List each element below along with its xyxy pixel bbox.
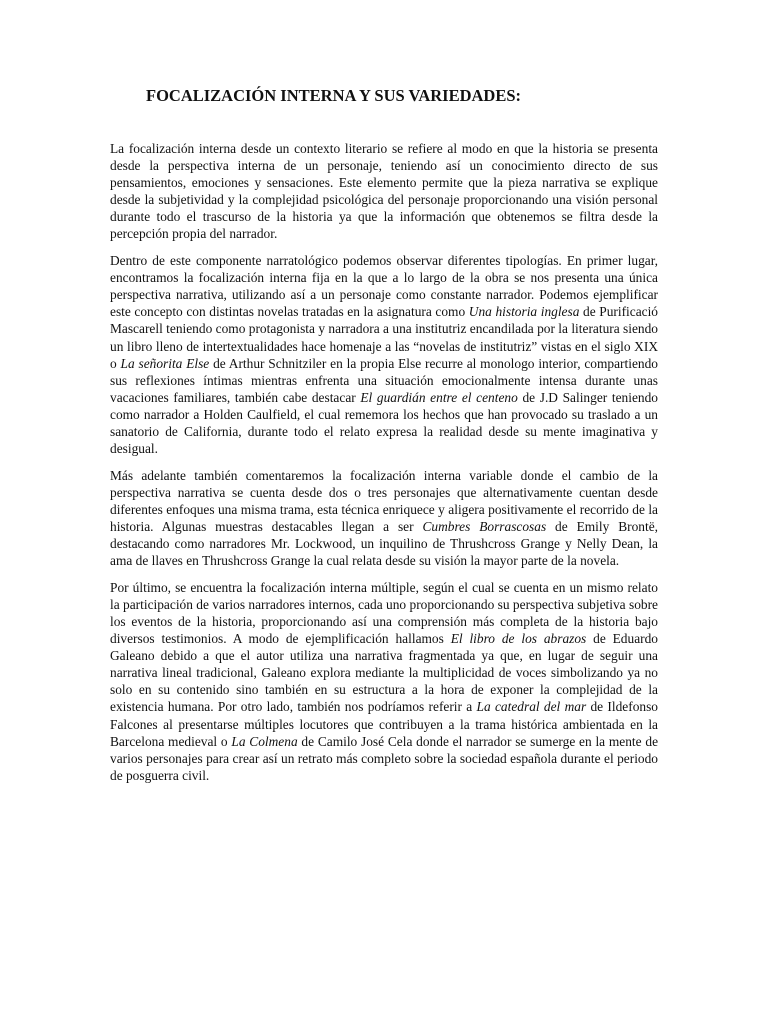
book-title-italic: Una historia inglesa bbox=[468, 304, 580, 320]
text-run: de Arthur Schnitziler en la propia Else recurre al monologo interior, compartiendo sus reflexiones íntimas mientras enfrenta una situación emocionalmente intensa durante unas vacaciones familiares, también cabe destacar bbox=[110, 355, 658, 405]
book-title-italic: El libro de los abrazos bbox=[450, 631, 587, 647]
text-run: Más adelante también comentaremos la focalización interna variable donde el cambio de la perspectiva narrativa se cuenta desde dos o tres personajes que alternativamente cuentan desde diferentes enfoques una misma trama, esta técnica enriquece y aligera positivamente el recorrido de la historia. Algunas muestras destacables llegan a ser bbox=[110, 467, 658, 534]
text-run: de Emily Brontë, destacando como narradores Mr. Lockwood, un inquilino de Thrushcross Grange y Nelly Dean, la ama de llaves en Thrushcross Grange la cual relata desde su visión la mayor parte de la novela. bbox=[110, 518, 658, 569]
text-run: de Camilo José Cela donde el narrador se sumerge en la mente de varios personajes para crear así un retrato más completo sobre la sociedad española durante el periodo de posguerra civil. bbox=[110, 733, 659, 783]
book-title-italic: La Colmena bbox=[231, 733, 298, 749]
paragraph-intro bbox=[110, 140, 658, 242]
paragraph-focalizacion-multiple bbox=[110, 579, 658, 784]
text-run: de Eduardo Galeano debido a que el autor utiliza una narrativa fragmentada ya que, en lugar de seguir una narrativa lineal tradicional, Galeano explora mediante la multiplicidad de voces simbolizando ya no solo en su contenido sino también en su estructura a la hora de exponer la complejidad de la existencia humana. Por otro lado, también nos podríamos referir a bbox=[110, 631, 658, 715]
text-run: de J.D Salinger teniendo como narrador a Holden Caulfield, el cual rememora los hechos que han provocado su traslado a un sanatorio de California, durante todo el relato expresa la realidad desde su mente imaginativa y desigual. bbox=[110, 389, 658, 456]
book-title-italic: La catedral del mar bbox=[476, 699, 587, 715]
text-run: de Ildefonso Falcones al presentarse múltiples locutores que contribuyen a la trama histórica ambientada en la Barcelona medieval o bbox=[110, 699, 658, 749]
text-run: La focalización interna desde un contexto literario se refiere al modo en que la historia se presenta desde la perspectiva interna de un personaje, teniendo así un conocimiento directo de sus pensamientos, emociones y sensaciones. Este elemento permite que la pieza narrativa se explique desde la subjetividad y la complejidad psicológica del personaje proporcionando una visión personal durante todo el trascurso de la historia ya que la información que obtenemos se filtra desde la percepción propia del narrador. bbox=[110, 141, 658, 242]
text-run: Por último, se encuentra la focalización interna múltiple, según el cual se cuenta en un mismo relato la participación de varios narradores internos, cada uno proporcionando su perspectiva subjetiva sobre los eventos de la historia, proporcionando así una comprensión más completa de la historia bajo diversos testimonios. A modo de ejemplificación hallamos bbox=[110, 580, 658, 647]
paragraph-focalizacion-fija bbox=[110, 252, 658, 457]
text-run: Dentro de este componente narratológico podemos observar diferentes tipologías. En primer lugar, encontramos la focalización interna fija en la que a lo largo de la obra se nos presenta una única perspectiva narrativa, utilizando así a un personaje como constante narrador. Podemos ejemplificar este concepto con distintas novelas tratadas en la asignatura como bbox=[110, 253, 658, 320]
book-title-italic: Cumbres Borrascosas bbox=[422, 518, 547, 534]
text-run: de Purificació Mascarell teniendo como protagonista y narradora a una institutriz encandilada por la literatura siendo un libro lleno de intertextualidades hace homenaje a las “novelas de institutriz” vistas en el siglo XIX o bbox=[110, 304, 658, 371]
paragraph-focalizacion-variable bbox=[110, 467, 658, 569]
book-title-italic: El guardián entre el centeno bbox=[360, 389, 518, 405]
document-body bbox=[110, 140, 658, 794]
document-title: FOCALIZACIÓN INTERNA Y SUS VARIEDADES: bbox=[146, 86, 521, 105]
book-title-italic: La señorita Else bbox=[120, 355, 210, 371]
